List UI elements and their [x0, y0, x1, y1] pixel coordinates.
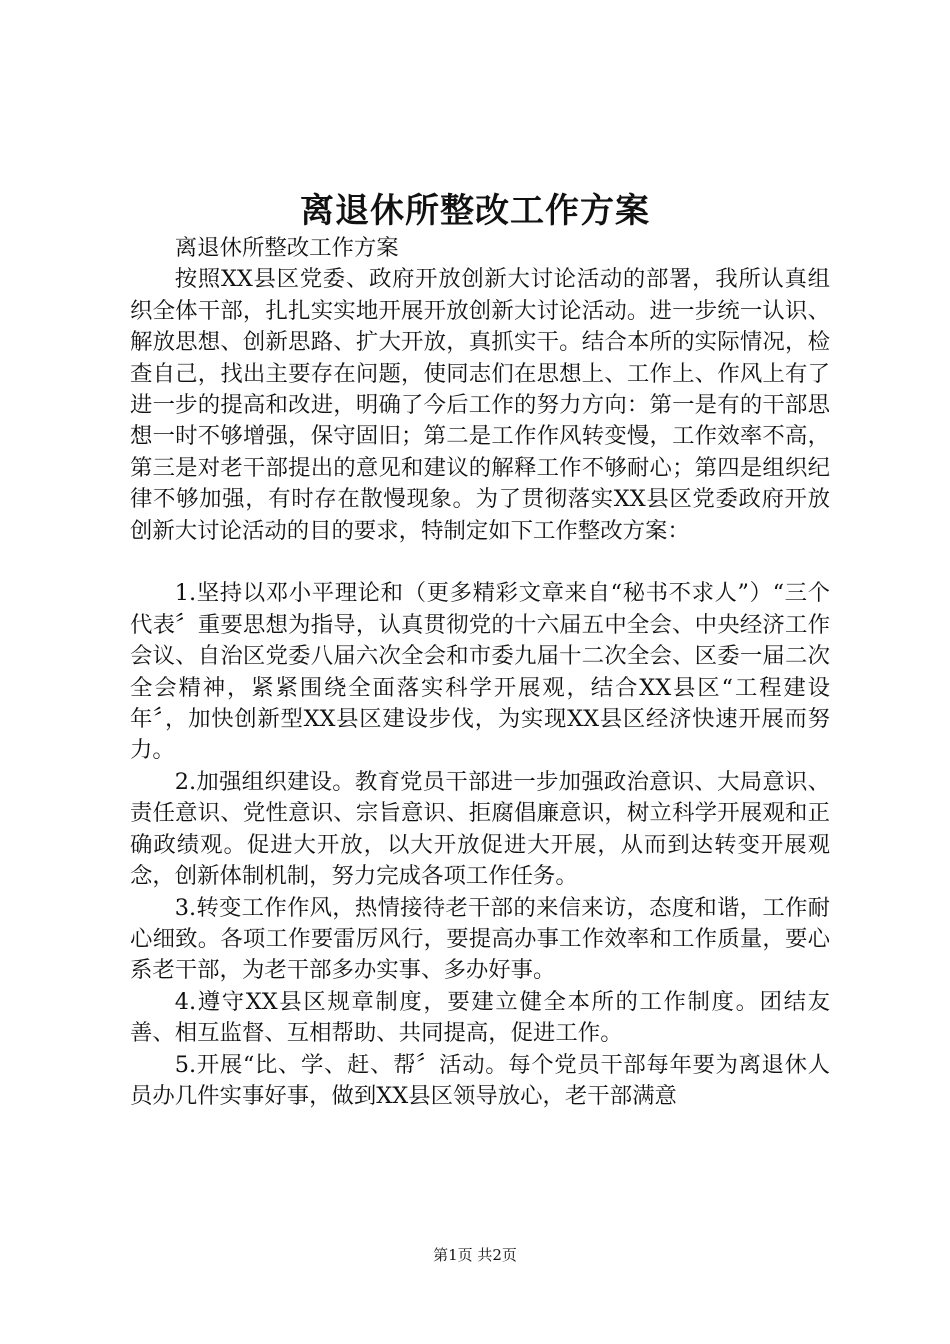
paragraph-subtitle: 离退休所整改工作方案: [174, 235, 399, 261]
paragraph-item-2: 2.加强组织建设。教育党员干部进一步加强政治意识、大局意识、责任意识、党性意识、宗旨意识、拒腐倡廉意识，树立科学开展观和正确政绩观。促进大开放，以大开放促进大开展，从而到达转变开展观念，创新体制机制，努力完成各项工作任务。: [130, 768, 830, 890]
paragraph-item-1: 1.坚持以邓小平理论和（更多精彩文章来自“秘书不求人”）“三个代表〞重要思想为指导，认真贯彻党的十六届五中全会、中央经济工作会议、自治区党委八届六次全会和市委九届十二次全会、区委一届二次全会精神，紧紧围绕全面落实科学开展观，结合XX县区“工程建设年〞，加快创新型XX县区建设步伐，为实现XX县区经济快速开展而努力。: [130, 580, 830, 764]
document-body: [130, 233, 830, 1112]
page-footer: 第1页 共2页: [433, 1246, 517, 1264]
paragraph-item-4: 4.遵守XX县区规章制度，要建立健全本所的工作制度。团结友善、相互监督、互相帮助、共同提高，促进工作。: [130, 988, 830, 1047]
paragraph-item-5: 5.开展“比、学、赶、帮〞活动。每个党员干部每年要为离退休人员办几件实事好事，做到XX县区领导放心，老干部满意: [130, 1051, 830, 1109]
page-title: 离退休所整改工作方案: [300, 191, 650, 231]
paragraph-intro: 按照XX县区党委、政府开放创新大讨论活动的部署，我所认真组织全体干部，扎扎实实地开展开放创新大讨论活动。进一步统一认识、解放思想、创新思路、扩大开放，真抓实干。结合本所的实际情况，检查自己，找出主要存在问题，使同志们在思想上、工作上、作风上有了进一步的提高和改进，明确了今后工作的努力方向：第一是有的干部思想一时不够增强，保守固旧；第二是工作作风转变慢，工作效率不高，第三是对老干部提出的意见和建议的解释工作不够耐心；第四是组织纪律不够加强，有时存在散慢现象。为了贯彻落实XX县区党委政府开放创新大讨论活动的目的要求，特制定如下工作整改方案：: [130, 266, 830, 544]
paragraph-item-3: 3.转变工作作风，热情接待老干部的来信来访，态度和谐，工作耐心细致。各项工作要雷厉风行，要提高办事工作效率和工作质量，要心系老干部，为老干部多办实事、多办好事。: [130, 894, 830, 984]
